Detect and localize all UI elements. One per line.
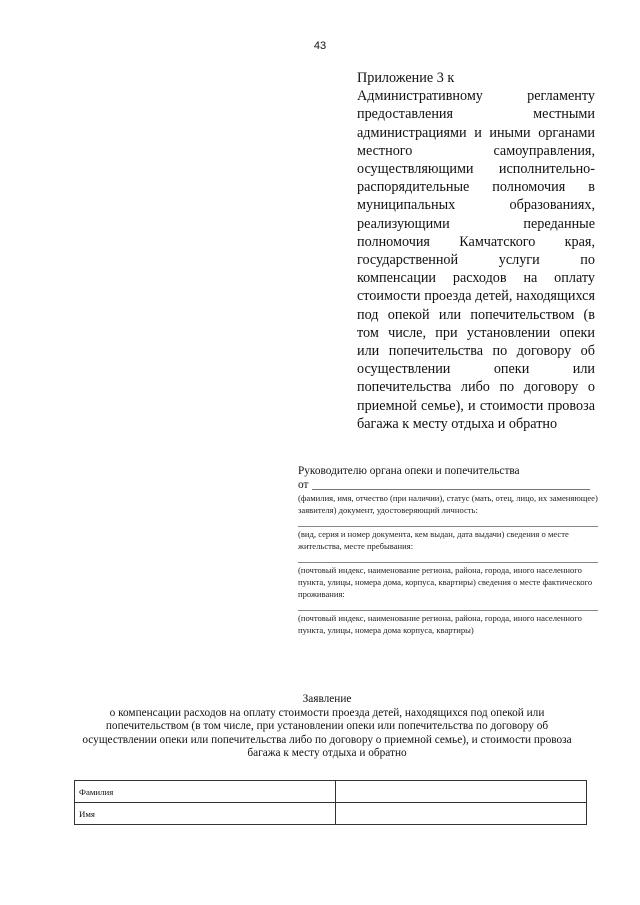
- table-row: [75, 781, 587, 803]
- from-label: от: [298, 479, 309, 491]
- page-number: 43: [313, 40, 327, 52]
- field-label-surname: Фамилия: [75, 781, 336, 803]
- from-input-line[interactable]: [312, 489, 590, 490]
- table-row: [75, 803, 587, 825]
- statement-subtitle: о компенсации расходов на оплату стоимости проезда детей, находящихся под опекой или попечительством (в том числе, при установлении опеки или попечительства по договору об осуществлении опеки или попечительства либо по договору о приемной семье), и стоимости провоза багажа к месту отдыха и обратно: [82, 707, 572, 759]
- appendix-note: [357, 69, 595, 433]
- statement-heading: Заявление: [302, 693, 352, 705]
- addressee-block: [298, 464, 598, 636]
- field-value-surname[interactable]: [336, 781, 587, 803]
- appendix-first-line: Приложение 3 к: [357, 70, 455, 86]
- statement-title-block: [72, 693, 582, 760]
- field-label-name: Имя: [75, 803, 336, 825]
- from-line: [298, 478, 598, 492]
- hint-applicant: (фамилия, имя, отчество (при наличии), статус (мать, отец, лицо, их заменяющее) заявителя) документ, удостоверяющий личность:: [298, 493, 598, 515]
- actual-residence-input-line[interactable]: [298, 600, 598, 611]
- hint-actual-residence: (почтовый индекс, наименование региона, района, города, иного населенного пункта, улицы, номера дома корпуса, квартиры): [298, 613, 582, 635]
- appendix-text: Административному регламенту предоставления местными администрациями и иными органами местного самоуправления, осуществляющими исполнительно-распорядительные полномочия в муниципальных образованиях, реализующими переданные полномочия Камчатского края, государственной услуги по компенсации расходов на оплату стоимости проезда детей, находящихся под опекой или попечительством (в том числе, при установлении опеки или попечительства по договору об осуществлении опеки или попечительства либо по договору о приемной семье), и стоимости провоза багажа к месту отдыха и обратно: [357, 88, 595, 432]
- applicant-form-table: [74, 780, 587, 825]
- hint-document: (вид, серия и номер документа, кем выдан, дата выдачи) сведения о месте жительства, месте пребывания:: [298, 529, 569, 551]
- hint-residence: (почтовый индекс, наименование региона, района, города, иного населенного пункта, улицы, номера дома, корпуса, квартиры) сведения о месте фактического проживания:: [298, 565, 593, 599]
- addressee-title: Руководителю органа опеки и попечительства: [298, 465, 520, 477]
- field-value-name[interactable]: [336, 803, 587, 825]
- document-input-line[interactable]: [298, 516, 598, 527]
- residence-input-line[interactable]: [298, 552, 598, 563]
